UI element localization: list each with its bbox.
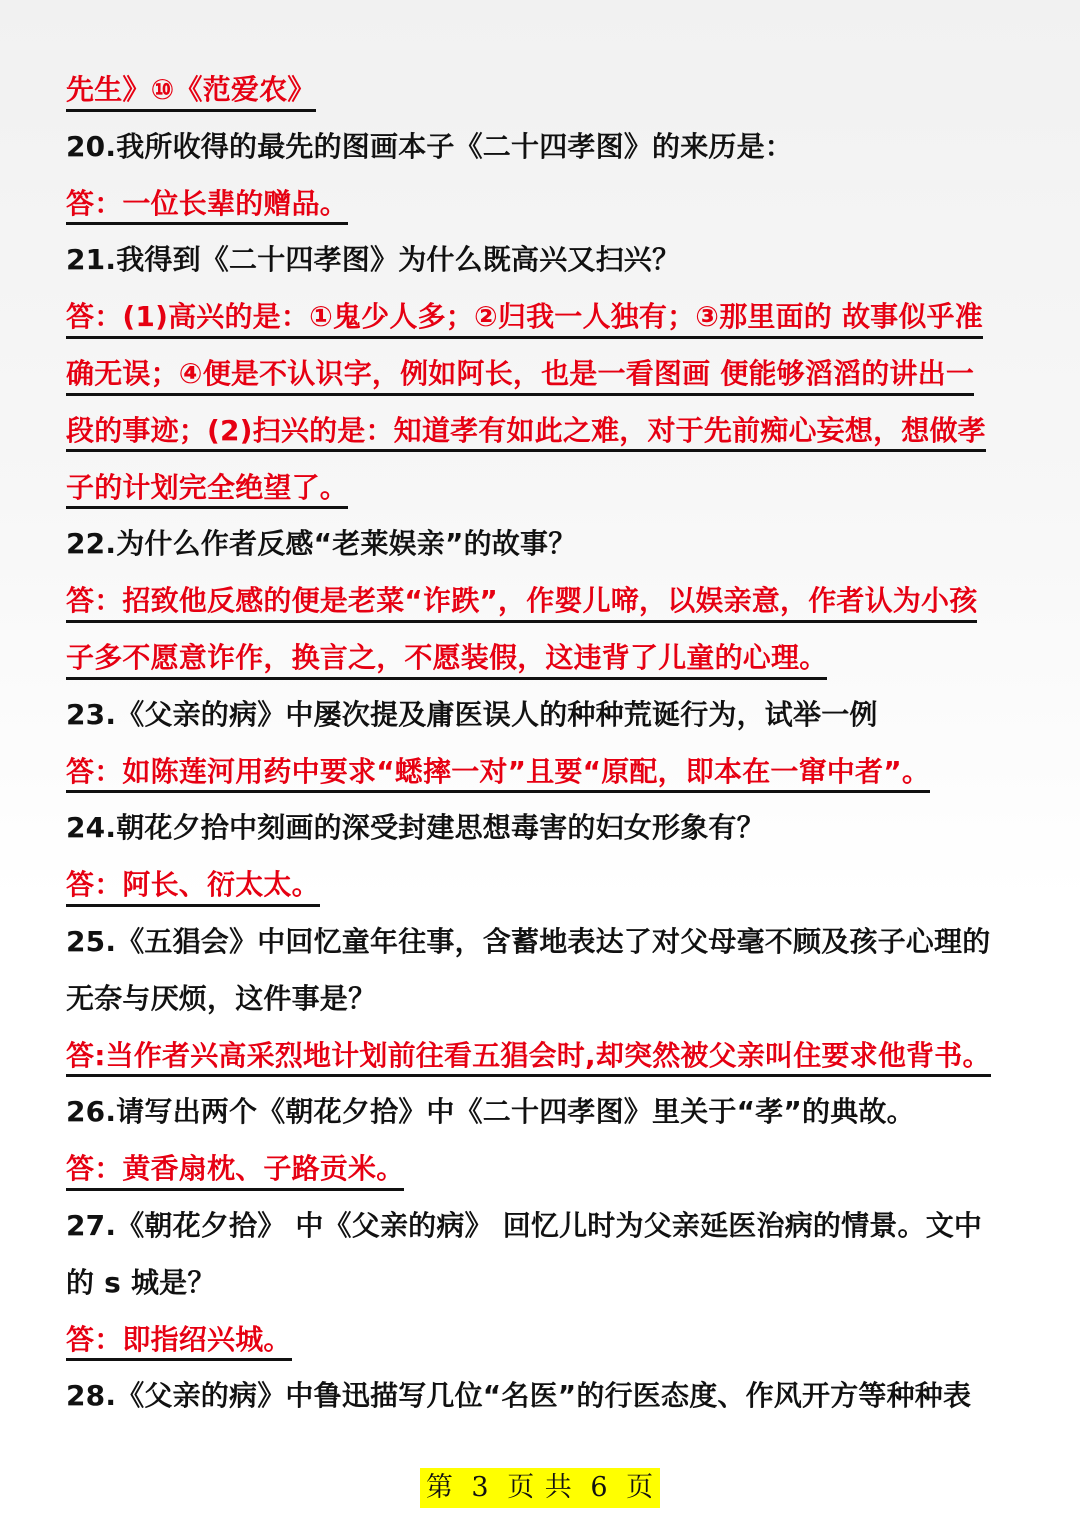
question-line: 的 s 城是？ [66, 1265, 216, 1299]
answer-line: 答：黄香扇枕、子路贡米。 [66, 1141, 1018, 1198]
answer-line: 段的事迹；(2)扫兴的是：知道孝有如此之难，对于先前痴心妄想，想做孝 [66, 403, 1018, 460]
footer-prefix: 第 [425, 1472, 454, 1503]
question-line: 23.《父亲的病》中屡次提及庸医误人的种种荒诞行为，试举一例 [66, 697, 878, 731]
question-line: 26.请写出两个《朝花夕拾》中《二十四孝图》里关于“孝”的典故。 [66, 1095, 915, 1129]
footer-suffix: 页 [626, 1472, 655, 1503]
answer-line: 子多不愿意诈作，换言之，不愿装假，这违背了儿童的心理。 [66, 630, 1018, 687]
question-line: 24.朝花夕拾中刻画的深受封建思想毒害的妇女形象有？ [66, 811, 765, 845]
answer-line: 答：一位长辈的赠品。 [66, 176, 1018, 233]
answer-line: 答：招致他反感的便是老菜“诈跌”，作婴儿啼，以娱亲意，作者认为小孩 [66, 573, 1018, 630]
answer-line: 子的计划完全绝望了。 [66, 460, 1018, 517]
page-footer [0, 1468, 1080, 1508]
answer-line: 答：即指绍兴城。 [66, 1312, 1018, 1369]
answer-line: 答：阿长、衍太太。 [66, 857, 1018, 914]
page-indicator [420, 1468, 660, 1508]
answer-line: 答：如陈莲河用药中要求“蟋摔一对”且要“原配，即本在一窜中者”。 [66, 744, 1018, 801]
total-pages-number: 6 [590, 1472, 609, 1503]
question-line: 20.我所收得的最先的图画本子《二十四孝图》的来历是： [66, 129, 794, 163]
footer-middle: 页 共 [507, 1472, 573, 1503]
document-page [66, 62, 1018, 1425]
answer-line: 确无误；④便是不认识字，例如阿长，也是一看图画 便能够滔滔的讲出一 [66, 346, 1018, 403]
question-line: 25.《五猖会》中回忆童年往事，含蓄地表达了对父母毫不顾及孩子心理的 [66, 924, 991, 958]
answer-line: 先生》⑩《范爱农》 [66, 62, 1018, 119]
question-line: 28.《父亲的病》中鲁迅描写几位“名医”的行医态度、作风开方等种种表 [66, 1379, 972, 1413]
question-line: 21.我得到《二十四孝图》为什么既高兴又扫兴？ [66, 243, 681, 277]
question-line: 27.《朝花夕拾》 中《父亲的病》 回忆儿时为父亲延医治病的情景。文中 [66, 1208, 983, 1242]
current-page-number: 3 [471, 1472, 490, 1503]
question-line: 22.为什么作者反感“老莱娱亲”的故事？ [66, 527, 577, 561]
answer-line: 答：(1)高兴的是：①鬼少人多；②归我一人独有；③那里面的 故事似乎准 [66, 289, 1018, 346]
answer-line: 答:当作者兴高采烈地计划前往看五猖会时,却突然被父亲叫住要求他背书。 [66, 1028, 1018, 1085]
question-line: 无奈与厌烦，这件事是？ [66, 981, 377, 1015]
